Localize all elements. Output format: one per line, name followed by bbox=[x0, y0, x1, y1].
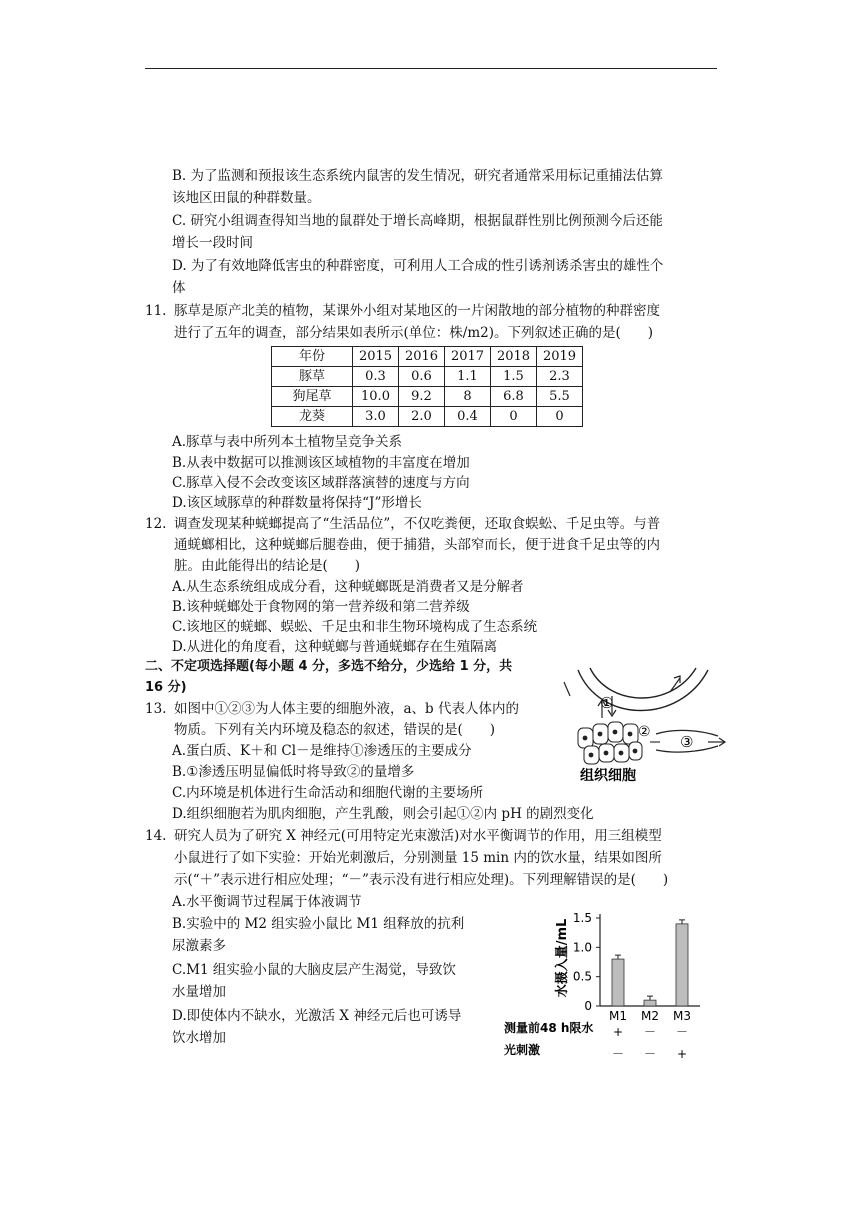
bar-M3 bbox=[676, 924, 688, 1006]
y-tick-label: 1.0 bbox=[572, 940, 592, 955]
q13-option-b: B.①渗透压明显偏低时将导致②的量增多 bbox=[172, 764, 415, 780]
restriction-mark: + bbox=[612, 1025, 624, 1039]
q12-option-a: A.从生态系统组成成分看，这种蜣螂既是消费者又是分解者 bbox=[172, 579, 524, 595]
table-header-cell: 年份 bbox=[272, 347, 353, 367]
table-row bbox=[272, 407, 583, 427]
q12-stem-line2: 通蜣螂相比，这种蜣螂后腿卷曲，便于捕猎，头部窄而长，便于进食千足虫等的内 bbox=[174, 537, 660, 553]
table-cell: 8 bbox=[445, 387, 491, 407]
table-header-cell: 2015 bbox=[353, 347, 399, 367]
x-tick-label: M2 bbox=[641, 1009, 659, 1023]
table-row bbox=[272, 367, 583, 387]
fluid-label-3: ③ bbox=[680, 733, 694, 751]
q13-stem-line1: 如图中①②③为人体主要的细胞外液，a、b 代表人体内的 bbox=[174, 701, 519, 717]
x-tick-label: M3 bbox=[673, 1009, 691, 1023]
q13-option-c: C.内环境是机体进行生命活动和细胞代谢的主要场所 bbox=[172, 785, 484, 801]
table-cell: 0.3 bbox=[353, 367, 399, 387]
table-cell: 1.1 bbox=[445, 367, 491, 387]
q14-option-c-line2: 水量增加 bbox=[172, 984, 226, 1000]
bar-M1 bbox=[612, 959, 624, 1006]
light-mark: － bbox=[611, 1047, 625, 1061]
error-bar bbox=[679, 920, 685, 924]
table-row bbox=[272, 387, 583, 407]
tissue-cell-caption: 组织细胞 bbox=[580, 768, 636, 784]
y-tick-label: 0 bbox=[584, 999, 592, 1013]
prev-option-c-line1: C. 研究小组调查得知当地的鼠群处于增长高峰期，根据鼠群性别比例预测今后还能 bbox=[172, 213, 663, 229]
error-bar bbox=[647, 996, 653, 1000]
q14-number: 14. bbox=[145, 828, 167, 844]
q14-stem-line3: 示(“＋”表示进行相应处理；“－”表示没有进行相应处理)。下列理解错误的是( ) bbox=[174, 872, 669, 888]
table-header-cell: 2018 bbox=[491, 347, 537, 367]
q14-option-b-line2: 尿激素多 bbox=[172, 938, 226, 954]
q12-option-d: D.从进化的角度看，这种蜣螂与普通蜣螂存在生殖隔离 bbox=[172, 639, 498, 655]
bars bbox=[612, 920, 688, 1006]
table-cell: 0 bbox=[537, 407, 583, 427]
q14-option-d-line2: 饮水增加 bbox=[172, 1030, 226, 1046]
q11-stem-line1: 豚草是原产北美的植物，某课外小组对某地区的一片闲散地的部分植物的种群密度 bbox=[174, 303, 660, 319]
error-bar bbox=[615, 955, 621, 959]
row-label-restriction: 测量前48 h限水 bbox=[504, 1021, 594, 1035]
table-cell: 0 bbox=[491, 407, 537, 427]
table-cell: 5.5 bbox=[537, 387, 583, 407]
prev-option-d-line2: 体 bbox=[172, 280, 186, 296]
prev-option-d-line1: D. 为了有效地降低害虫的种群密度，可利用人工合成的性引诱剂诱杀害虫的雄性个 bbox=[172, 258, 664, 274]
table-cell: 9.2 bbox=[399, 387, 445, 407]
fluid-label-2: ② bbox=[638, 724, 651, 740]
y-axis-label: 水摄入量/mL bbox=[555, 918, 570, 998]
table-cell: 2.0 bbox=[399, 407, 445, 427]
table-header-row bbox=[272, 347, 583, 367]
q12-option-c: C.该地区的蜣螂、蜈蚣、千足虫和非生物环境构成了生态系统 bbox=[172, 619, 538, 635]
light-mark: + bbox=[676, 1047, 688, 1061]
q14-option-b-line1: B.实验中的 M2 组实验小鼠比 M1 组释放的抗利 bbox=[172, 916, 465, 932]
q14-option-c-line1: C.M1 组实验小鼠的大脑皮层产生渴觉，导致饮 bbox=[172, 962, 456, 978]
q13-stem-line2: 物质。下列有关内环境及稳态的叙述，错误的是( ) bbox=[174, 722, 496, 738]
table-cell: 0.6 bbox=[399, 367, 445, 387]
table-header-cell: 2017 bbox=[445, 347, 491, 367]
q11-option-d: D.该区域豚草的种群数量将保持“J”形增长 bbox=[172, 495, 422, 511]
table-cell: 豚草 bbox=[272, 367, 353, 387]
header-rule bbox=[145, 68, 717, 69]
tissue-cells bbox=[578, 722, 642, 764]
q11-table bbox=[271, 346, 583, 427]
x-tick-label: M1 bbox=[609, 1009, 627, 1023]
flow-arrows bbox=[564, 676, 680, 718]
q14-option-d-line1: D.即使体内不缺水，光激活 X 神经元后也可诱导 bbox=[172, 1008, 462, 1024]
table-cell: 狗尾草 bbox=[272, 387, 353, 407]
q11-option-b: B.从表中数据可以推测该区域植物的丰富度在增加 bbox=[172, 455, 470, 471]
water-intake-bar-chart bbox=[500, 900, 730, 1070]
q14-stem-line1: 研究人员为了研究 X 神经元(可用特定光束激活)对水平衡调节的作用，用三组模型 bbox=[174, 828, 662, 844]
y-axis-ticks bbox=[573, 911, 600, 1013]
table-header-cell: 2016 bbox=[399, 347, 445, 367]
prev-option-b-line1: B. 为了监测和预报该生态系统内鼠害的发生情况，研究者通常采用标记重捕法估算 bbox=[172, 168, 664, 184]
light-mark: － bbox=[643, 1047, 657, 1061]
y-tick-label: 0.5 bbox=[572, 969, 592, 984]
table-header-cell: 2019 bbox=[537, 347, 583, 367]
q13-number: 13. bbox=[145, 701, 167, 717]
table-cell: 3.0 bbox=[353, 407, 399, 427]
capillary-vessel bbox=[578, 668, 708, 711]
restriction-mark: － bbox=[675, 1025, 689, 1039]
fluid-label-1: ① bbox=[600, 694, 614, 712]
q11-number: 11. bbox=[145, 303, 167, 319]
q12-option-b: B.该种蜣螂处于食物网的第一营养级和第二营养级 bbox=[172, 599, 470, 615]
y-tick-label: 1.5 bbox=[572, 911, 592, 925]
q11-option-c: C.豚草入侵不会改变该区域群落演替的速度与方向 bbox=[172, 475, 470, 491]
q12-stem-line1: 调查发现某种蜣螂提高了“生活品位”，不仅吃粪便，还取食蜈蚣、千足虫等。与普 bbox=[174, 516, 661, 532]
prev-option-c-line2: 增长一段时间 bbox=[172, 235, 253, 251]
table-cell: 10.0 bbox=[353, 387, 399, 407]
q12-stem-line3: 脏。由此能得出的结论是( ) bbox=[174, 558, 361, 574]
q14-stem-line2: 小鼠进行了如下实验：开始光刺激后，分别测量 15 min 内的饮水量，结果如图所 bbox=[174, 850, 662, 866]
table-cell: 2.3 bbox=[537, 367, 583, 387]
row-label-light: 光刺激 bbox=[504, 1043, 541, 1057]
section-heading-line1: 二、不定项选择题(每小题 4 分，多选不给分，少选给 1 分，共 bbox=[145, 659, 513, 674]
treatment-marks bbox=[612, 1025, 688, 1061]
q11-stem-line2: 进行了五年的调查，部分结果如表所示(单位：株/m2)。下列叙述正确的是( ) bbox=[174, 325, 654, 341]
q12-number: 12. bbox=[145, 516, 167, 532]
q13-option-d: D.组织细胞若为肌肉细胞，产生乳酸，则会引起①②内 pH 的剧烈变化 bbox=[172, 806, 594, 822]
table-cell: 1.5 bbox=[491, 367, 537, 387]
table-cell: 6.8 bbox=[491, 387, 537, 407]
body-fluid-diagram bbox=[560, 662, 730, 792]
section-heading-line2: 16 分) bbox=[145, 680, 187, 695]
x-axis-labels bbox=[609, 1009, 691, 1023]
table-cell: 0.4 bbox=[445, 407, 491, 427]
prev-option-b-line2: 该地区田鼠的种群数量。 bbox=[172, 190, 321, 206]
q11-option-a: A.豚草与表中所列本土植物呈竞争关系 bbox=[172, 434, 403, 450]
bar-M2 bbox=[644, 1000, 656, 1006]
q14-option-a: A.水平衡调节过程属于体液调节 bbox=[172, 894, 362, 910]
table-cell: 龙葵 bbox=[272, 407, 353, 427]
q13-option-a: A.蛋白质、K＋和 Cl－是维持①渗透压的主要成分 bbox=[172, 743, 472, 759]
restriction-mark: － bbox=[643, 1025, 657, 1039]
